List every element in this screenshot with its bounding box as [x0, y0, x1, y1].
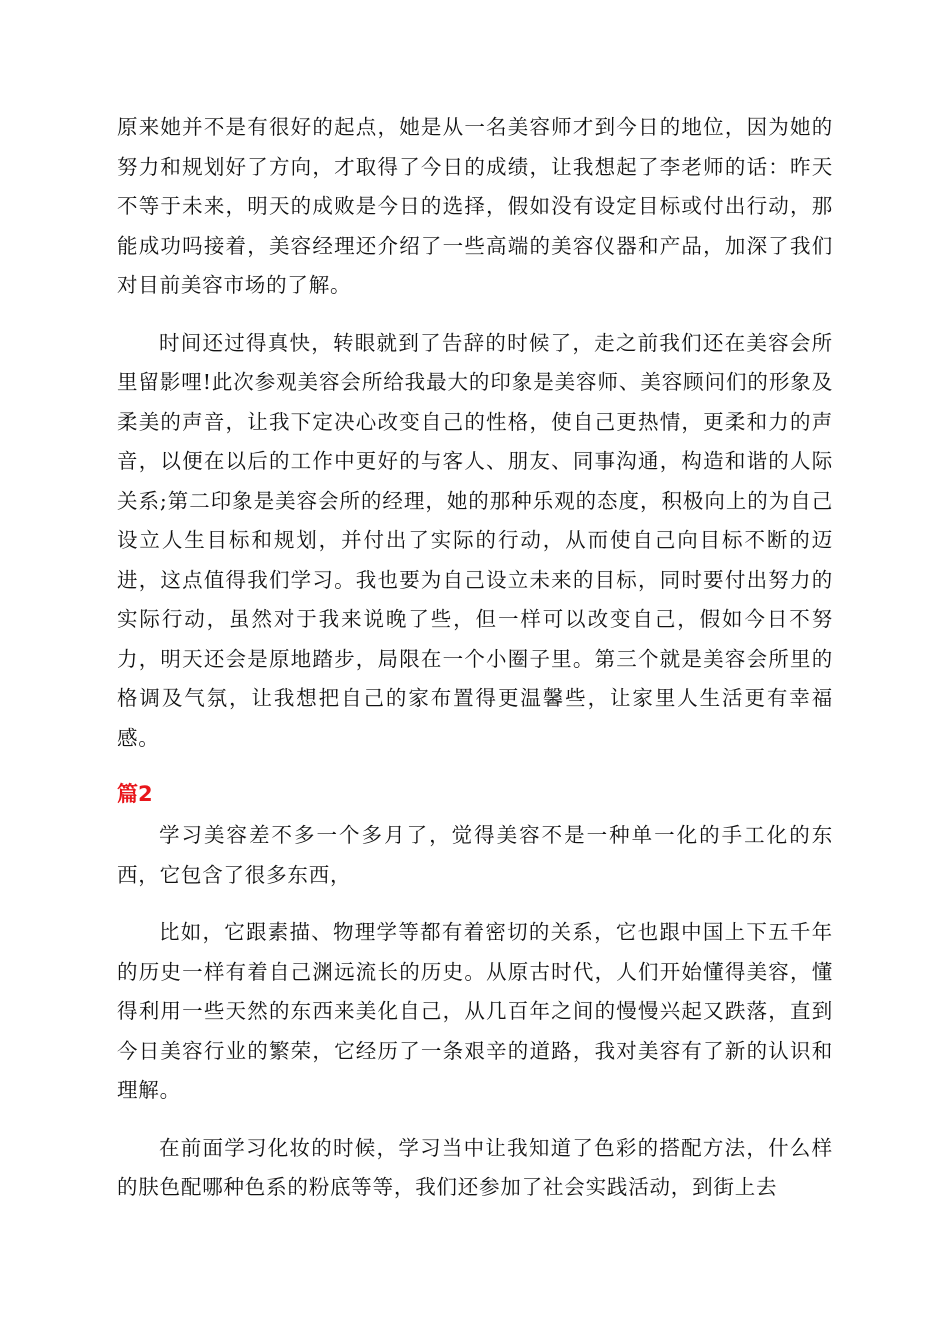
paragraph-5: 在前面学习化妆的时候，学习当中让我知道了色彩的搭配方法，什么样的肤色配哪种色系的粉底等等，我们还参加了社会实践活动，到街上去	[117, 1135, 833, 1199]
paragraph-2: 时间还过得真快，转眼就到了告辞的时候了，走之前我们还在美容会所里留影哩!此次参观美容会所给我最大的印象是美容师、美容顾问们的形象及柔美的声音，让我下定决心改变自己的性格，使自己更热情，更柔和力的声音，以便在以后的工作中更好的与客人、朋友、同事沟通，构造和谐的人际关系;第二印象是美容会所的经理，她的那种乐观的态度，积极向上的为自己设立人生目标和规划，并付出了实际的行动，从而使自己向目标不断的迈进，这点值得我们学习。我也要为自己设立未来的目标，同时要付出努力的实际行动，虽然对于我来说晚了些，但一样可以改变自己，假如今日不努力，明天还会是原地踏步，局限在一个小圈子里。第三个就是美容会所里的格调及气氛，让我想把自己的家布置得更温馨些，让家里人生活更有幸福感。	[117, 330, 833, 750]
document-body	[117, 108, 833, 1208]
section-heading: 篇2	[117, 782, 153, 806]
paragraph-3: 学习美容差不多一个多月了，觉得美容不是一种单一化的手工化的东西，它包含了很多东西，	[117, 823, 833, 887]
paragraph-4: 比如，它跟素描、物理学等都有着密切的关系，它也跟中国上下五千年的历史一样有着自己渊远流长的历史。从原古时代，人们开始懂得美容，懂得利用一些天然的东西来美化自己，从几百年之间的慢慢兴起又跌落，直到今日美容行业的繁荣，它经历了一条艰辛的道路，我对美容有了新的认识和理解。	[117, 920, 833, 1102]
paragraph-1: 原来她并不是有很好的起点，她是从一名美容师才到今日的地位，因为她的努力和规划好了方向，才取得了今日的成绩，让我想起了李老师的话：昨天不等于未来，明天的成败是今日的选择，假如没有设定目标或付出行动，那能成功吗接着，美容经理还介绍了一些高端的美容仪器和产品，加深了我们对目前美容市场的了解。	[117, 115, 833, 297]
